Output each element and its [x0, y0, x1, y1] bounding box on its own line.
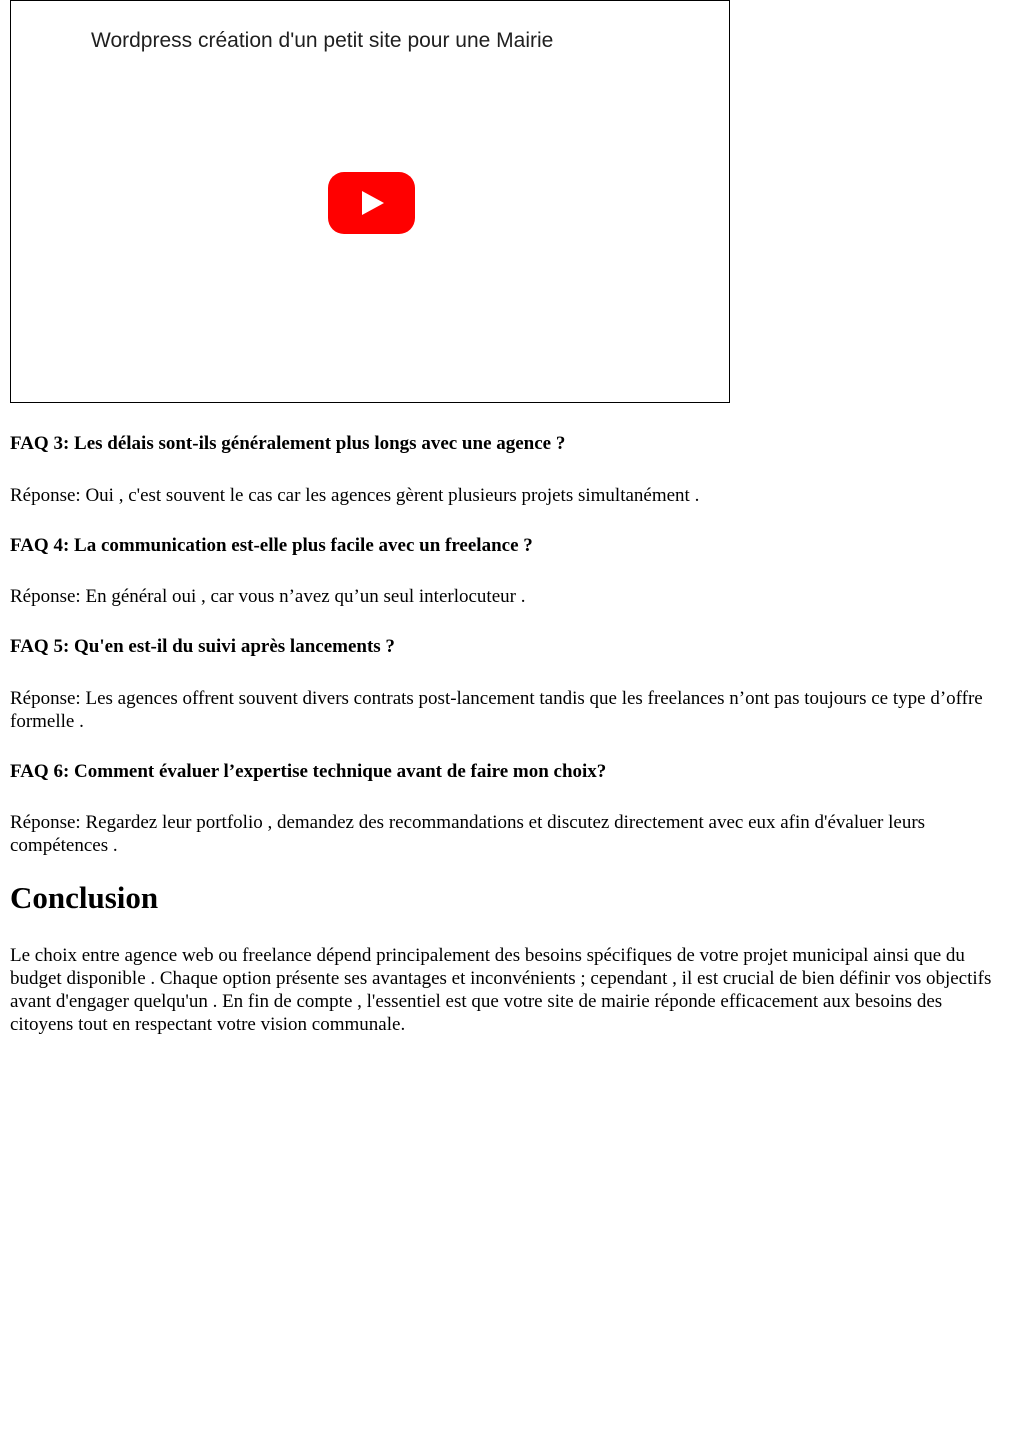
conclusion-paragraph: Le choix entre agence web ou freelance dépend principalement des besoins spécifiques de votre projet municipal ainsi que du budget disponible . Chaque option présente ses avantages et inconvénients ; cependant , il est crucial de bien définir vos objectifs avant d'engager quelqu'un . En fin de compte , l'essentiel est que votre site de mairie réponde efficacement aux besoins des citoyens tout en respectant votre vision communale.	[10, 945, 992, 1035]
play-button[interactable]	[328, 172, 415, 234]
youtube-video-embed[interactable]	[10, 0, 730, 403]
faq-question-4: FAQ 4: La communication est-elle plus facile avec un freelance ?	[10, 535, 533, 556]
faq-question-3: FAQ 3: Les délais sont-ils généralement plus longs avec une agence ?	[10, 433, 566, 454]
faq-answer-5: Réponse: Les agences offrent souvent divers contrats post-lancement tandis que les freelances n’ont pas toujours ce type d’offre formelle .	[10, 688, 983, 732]
faq-answer-4: Réponse: En général oui , car vous n’avez qu’un seul interlocuteur .	[10, 586, 526, 607]
faq-question-5: FAQ 5: Qu'en est-il du suivi après lancements ?	[10, 636, 395, 657]
faq-answer-3: Réponse: Oui , c'est souvent le cas car les agences gèrent plusieurs projets simultanément .	[10, 485, 700, 506]
video-title[interactable]: Wordpress création d'un petit site pour une Mairie	[91, 29, 554, 52]
article-content	[10, 0, 1010, 1035]
conclusion-heading: Conclusion	[10, 880, 159, 915]
faq-question-6: FAQ 6: Comment évaluer l’expertise technique avant de faire mon choix?	[10, 761, 607, 782]
faq-answer-6: Réponse: Regardez leur portfolio , demandez des recommandations et discutez directement avec eux afin d'évaluer leurs compétences .	[10, 812, 926, 856]
play-icon	[328, 172, 415, 234]
